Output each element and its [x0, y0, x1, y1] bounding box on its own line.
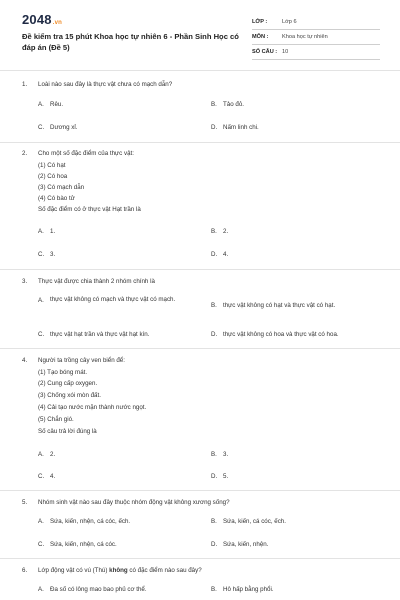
divider: [0, 142, 400, 143]
divider: [0, 269, 400, 270]
question-line: (4) Có bào tử: [38, 195, 75, 202]
question-line: (1) Có hạt: [38, 162, 66, 169]
divider: [0, 490, 400, 491]
emphasis-text: không: [109, 567, 128, 574]
question-line: (4) Cải tạo nước mặn thành nước ngọt.: [38, 404, 147, 411]
meta-label: MÔN :: [252, 34, 269, 40]
option-b[interactable]: B. 2.: [211, 228, 229, 235]
option-a[interactable]: A. thực vật không có mạch và thực vật có mạch.: [38, 296, 176, 304]
meta-label: SỐ CÂU :: [252, 49, 278, 55]
option-b[interactable]: B. Sứa, kiến, cá cóc, ếch.: [211, 518, 286, 525]
question-text: 2. Cho một số đặc điểm của thực vật:: [22, 150, 134, 157]
option-d[interactable]: D. 5.: [211, 473, 229, 480]
option-c[interactable]: C. Sứa, kiến, nhện, cá cóc.: [38, 541, 117, 548]
meta-row-subject: [252, 30, 380, 45]
meta-label: LỚP :: [252, 19, 268, 25]
question-text: 3. Thực vật được chia thành 2 nhóm chính là: [22, 278, 155, 285]
option-a[interactable]: A. 2.: [38, 451, 56, 458]
question-line: (5) Chắn gió.: [38, 416, 74, 423]
site-logo[interactable]: 2048.vn: [22, 12, 63, 27]
question-text: 6. Lớp động vật có vú (Thú) không có đặc điểm nào sau đây?: [22, 567, 202, 574]
question-line: Số câu trả lời đúng là: [38, 428, 97, 435]
question-line: (2) Có hoa: [38, 173, 68, 180]
option-b[interactable]: B. thực vật không có hạt và thực vật có hạt.: [211, 302, 336, 309]
option-b[interactable]: B. 3.: [211, 451, 229, 458]
meta-value: Khoa học tự nhiên: [282, 34, 328, 40]
option-d[interactable]: D. thực vật không có hoa và thực vật có hoa.: [211, 331, 339, 338]
divider: [0, 558, 400, 559]
question-text: 5. Nhóm sinh vật nào sau đây thuộc nhóm động vật không xương sống?: [22, 499, 230, 506]
question-text: 4. Người ta trồng cây ven biển để:: [22, 357, 125, 364]
question-line: (3) Chống xói mòn đất.: [38, 392, 101, 399]
option-b[interactable]: B. Tảo đỏ.: [211, 101, 244, 108]
option-a[interactable]: A. Rêu.: [38, 101, 64, 108]
option-a[interactable]: A. Sứa, kiến, nhện, cá cóc, ếch.: [38, 518, 131, 525]
option-d[interactable]: D. Sứa, kiến, nhện.: [211, 541, 269, 548]
option-c[interactable]: C. 3.: [38, 251, 56, 258]
option-d[interactable]: D. Nấm linh chi.: [211, 124, 259, 131]
question-line: (2) Cung cấp oxygen.: [38, 380, 98, 387]
question-line: (3) Có mạch dẫn: [38, 184, 85, 191]
question-line: Số đặc điểm có ở thực vật Hạt trần là: [38, 206, 141, 213]
divider: [0, 348, 400, 349]
meta-row-count: [252, 45, 380, 60]
question-line: (1) Tạo bóng mát.: [38, 369, 88, 376]
meta-value: Lớp 6: [282, 19, 297, 25]
option-c[interactable]: C. 4.: [38, 473, 56, 480]
question-text: 1. Loài nào sau đây là thực vật chưa có mạch dẫn?: [22, 81, 173, 88]
option-c[interactable]: C. thực vật hạt trần và thực vật hạt kín.: [38, 331, 150, 338]
meta-row-grade: [252, 15, 380, 30]
meta-value: 10: [282, 49, 289, 55]
exam-meta: [252, 15, 380, 60]
page-title: Đề kiểm tra 15 phút Khoa học tự nhiên 6 - Phần Sinh Học có đáp án (Đề 5): [22, 32, 239, 52]
option-a[interactable]: A. Đa số có lông mao bao phủ cơ thể.: [38, 586, 147, 593]
option-d[interactable]: D. 4.: [211, 251, 229, 258]
option-c[interactable]: C. Dương xỉ.: [38, 124, 78, 131]
option-b[interactable]: B. Hô hấp bằng phổi.: [211, 586, 274, 593]
page-header: [0, 0, 400, 66]
option-a[interactable]: A. 1.: [38, 228, 56, 235]
divider: [0, 70, 400, 71]
